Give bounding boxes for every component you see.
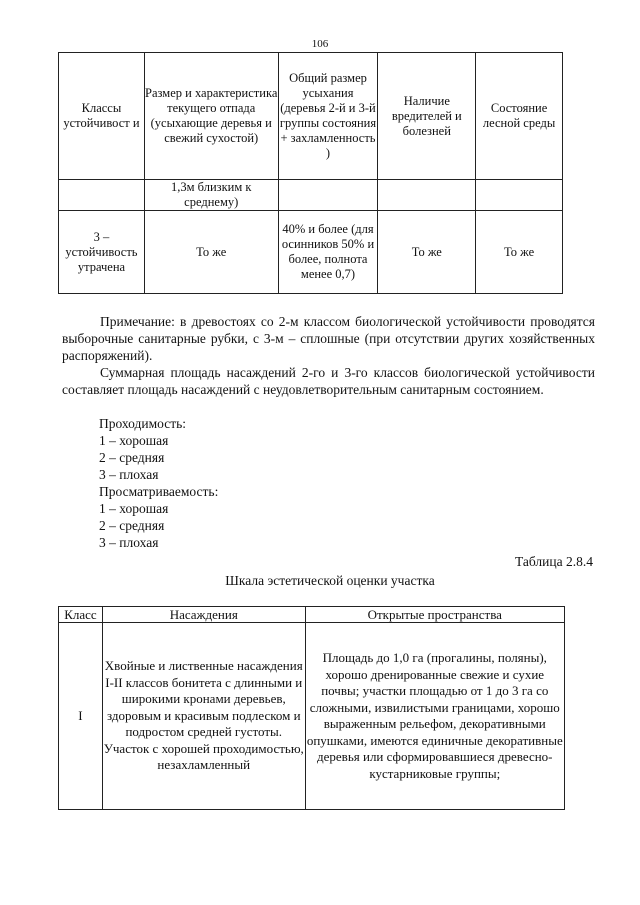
table-cell (476, 180, 563, 211)
table-cell (278, 180, 378, 211)
table-header-row (59, 53, 563, 180)
stands-cell: Хвойные и лиственные насаждения I-II классов бонитета с длинными и широкими кронами деревьев, здоровым и красивым подлеском и подростом средней густоты. Участок с хорошей проходимостью, незахламленный (102, 623, 305, 810)
table-cell (378, 180, 476, 211)
passability-heading: Проходимость: (99, 416, 187, 431)
list-item: 1 – хорошая (99, 501, 169, 516)
visibility-heading: Просматриваемость: (99, 484, 219, 499)
header-stability-class: Классы устойчивост и (59, 53, 145, 180)
table-cell: То же (476, 211, 563, 294)
note-text: Примечание: в древостоях со 2-м классом биологической устойчивости проводятся выборочные санитарные рубки, с 3-м – сплошные (при отсутствии других хозяйственных распоряжений). (62, 314, 595, 363)
table-row (59, 180, 563, 211)
list-item: 3 – плохая (99, 535, 159, 550)
header-forest-environment: Состояние лесной среды (476, 53, 563, 180)
note-paragraph (62, 313, 595, 364)
summary-paragraph (62, 364, 595, 398)
table-title: Шкала эстетической оценки участка (225, 573, 435, 588)
list-item: 2 – средняя (99, 518, 165, 533)
table-cell: 1,3м близким к среднему) (144, 180, 278, 211)
header-current-deadfall: Размер и характеристика текущего отпада (усыхающие деревья и свежий сухостой) (144, 53, 278, 180)
table-cell: То же (378, 211, 476, 294)
table-cell: 40% и более (для осинников 50% и более, полнота менее 0,7) (278, 211, 378, 294)
table-row (59, 211, 563, 294)
table-cell (59, 180, 145, 211)
table-cell: То же (144, 211, 278, 294)
summary-text: Суммарная площадь насаждений 2-го и 3-го классов биологической устойчивости составляет площадь насаждений с неудовлетворительным санитарным состоянием. (62, 365, 595, 397)
aesthetic-scale-table (58, 606, 565, 810)
open-spaces-cell: Площадь до 1,0 га (прогалины, поляны), хорошо дренированные свежие и сухие почвы; участки площадью от 1 до 3 га со сложными, извилистыми границами, хорошо выраженным рельефом, декоративными опушками, имеются единичные декоративные деревья или сформировавшиеся древесно-кустарниковые группы; (305, 623, 564, 810)
header-open-spaces: Открытые пространства (305, 607, 564, 623)
stability-classes-table (58, 52, 563, 294)
table-row (59, 623, 565, 810)
class-cell: I (59, 623, 103, 810)
header-class: Класс (59, 607, 103, 623)
header-stands: Насаждения (102, 607, 305, 623)
list-item: 3 – плохая (99, 467, 159, 482)
header-pests-diseases: Наличие вредителей и болезней (378, 53, 476, 180)
list-item: 1 – хорошая (99, 433, 169, 448)
table-cell: 3 – устойчивость утрачена (59, 211, 145, 294)
page-number: 106 (311, 38, 329, 50)
header-total-drying: Общий размер усыхания (деревья 2-й и 3-й группы состояния + захламленность ) (278, 53, 378, 180)
list-item: 2 – средняя (99, 450, 165, 465)
table-header-row (59, 607, 565, 623)
passability-list (99, 415, 218, 551)
table-number: Таблица 2.8.4 (515, 554, 593, 569)
